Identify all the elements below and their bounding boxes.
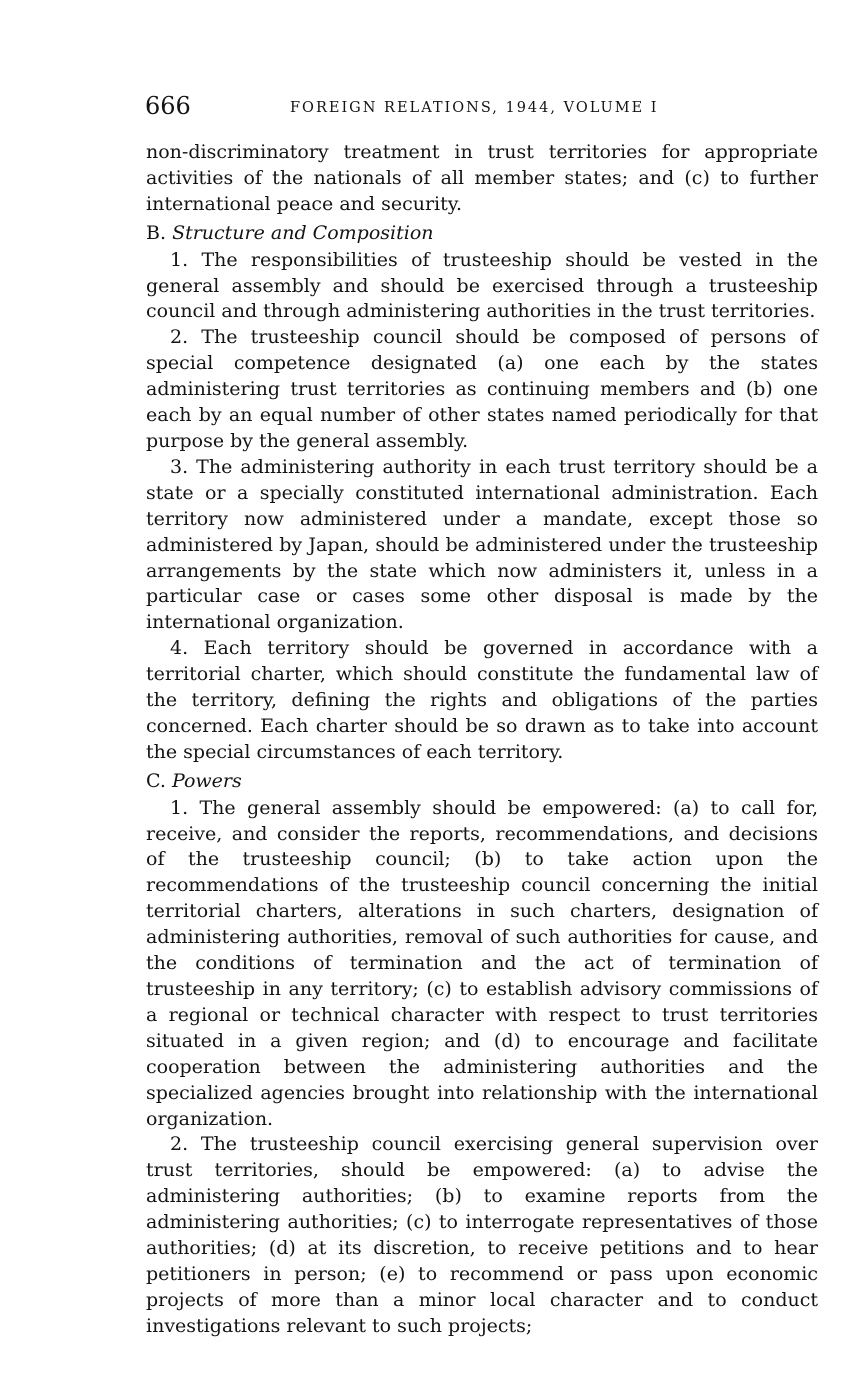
body-text [146,140,818,1340]
page-number: 666 [145,92,191,120]
section-heading-b [146,221,818,247]
paragraph-c2: 2. The trusteeship council exercising general supervision over trust territories, should be empowered: (a) to advise the administering authorities; (b) to examine reports from the administering authorities; (c) to interrogate representatives of those authorities; (d) at its discretion, to receive petitions and to hear petitioners in person; (e) to recommend or pass upon economic projects of more than a minor local character and to conduct investigations relevant to such projects; [146,1133,818,1337]
running-title: FOREIGN RELATIONS, 1944, VOLUME I [290,100,659,116]
paragraph-b3: 3. The administering authority in each trust territory should be a state or a specially constituted international administration. Each territory now administered under a mandate, except those so administered by Japan, should be administered under the trusteeship arrangements by the state which now administers it, unless in a particular case or cases some other disposal is made by the international organization. [146,455,818,634]
section-letter: C. [146,769,166,792]
page-header [145,92,825,126]
paragraph-b1: 1. The responsibilities of trusteeship should be vested in the general assembly and should be exercised through a trusteeship council and through administering authorities in the trust territories. [146,248,818,323]
paragraph-b2: 2. The trusteeship council should be composed of persons of special competence designated (a) one each by the states administering trust territories as continuing members and (b) one each by an equal number of other states named periodically for that purpose by the general assembly. [146,326,818,452]
section-title: Powers [171,769,242,792]
section-letter: B. [146,221,167,244]
paragraph-c1: 1. The general assembly should be empowered: (a) to call for, receive, and consider the reports, recommendations, and decisions of the trusteeship council; (b) to take action upon the recommendations of the trusteeship council concerning the initial territorial charters, alterations in such charters, designation of administering authorities, removal of such authorities for cause, and the conditions of termination and the act of termination of trusteeship in any territory; (c) to establish advisory commissions of a regional or technical character with respect to trust territories situated in a given region; and (d) to encourage and facilitate cooperation between the administering authorities and the specialized agencies brought into relationship with the international organization. [146,796,818,1130]
section-title: Structure and Composition [172,221,434,244]
section-heading-c [146,769,818,795]
paragraph-b4: 4. Each territory should be governed in accordance with a territorial charter, which should constitute the fundamental law of the territory, defining the rights and obligations of the parties concerned. Each charter should be so drawn as to take into account the special circumstances of each territory. [146,637,818,763]
continuation-paragraph: non-discriminatory treatment in trust territories for appropriate activities of the nationals of all member states; and (c) to further international peace and security. [146,141,818,215]
